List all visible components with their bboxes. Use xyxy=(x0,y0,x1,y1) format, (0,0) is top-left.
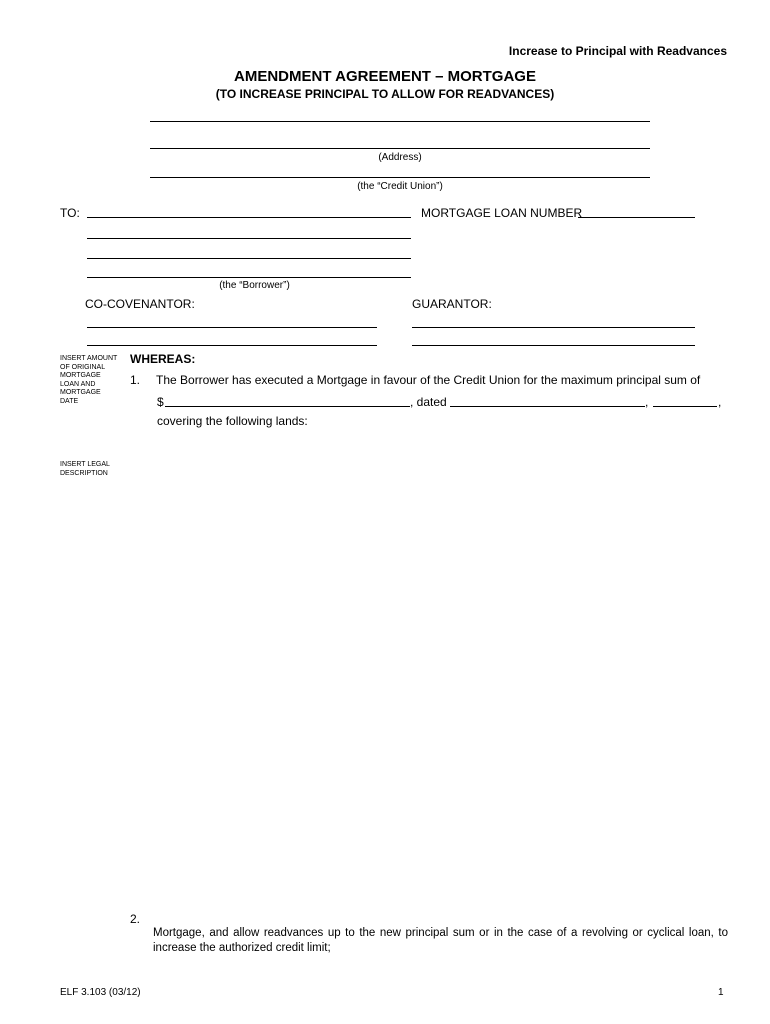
credit-union-address-field[interactable] xyxy=(150,148,650,149)
page-number: 1 xyxy=(718,987,724,998)
borrower-caption: (the “Borrower”) xyxy=(219,280,290,291)
guarantor-label: GUARANTOR: xyxy=(412,297,492,311)
recital-1-number: 1. xyxy=(130,373,141,387)
borrower-address-field-1[interactable] xyxy=(87,258,411,259)
credit-union-caption: (the “Credit Union”) xyxy=(357,181,443,192)
margin-note-legal-description: INSERT LEGAL DESCRIPTION xyxy=(60,461,110,477)
recital-2-text: Mortgage, and allow readvances up to the new principal sum or in the case of a revolving or cyclical loan, to increase the authorized credit limit; xyxy=(153,927,728,954)
to-label: TO: xyxy=(60,206,80,220)
whereas-heading: WHEREAS: xyxy=(130,352,196,366)
address-caption: (Address) xyxy=(378,152,422,163)
mortgage-loan-number-label: MORTGAGE LOAN NUMBER xyxy=(421,206,583,220)
document-type-header: Increase to Principal with Readvances xyxy=(508,44,727,58)
guarantor-field-2[interactable] xyxy=(412,345,695,346)
guarantor-field-1[interactable] xyxy=(412,327,695,328)
comma-1: , xyxy=(645,395,649,409)
co-covenantor-field-2[interactable] xyxy=(87,345,377,346)
document-title: AMENDMENT AGREEMENT – MORTGAGE xyxy=(234,68,536,85)
comma-2: , xyxy=(718,395,722,409)
borrower-address-field-2[interactable] xyxy=(87,277,411,278)
co-covenantor-label: CO-COVENANTOR: xyxy=(85,297,195,311)
legal-description-area[interactable] xyxy=(153,440,728,900)
mortgage-loan-number-field[interactable] xyxy=(578,217,695,218)
mortgage-date-field[interactable] xyxy=(450,406,645,407)
dollar-sign: $ xyxy=(157,395,164,409)
recital-1-text: The Borrower has executed a Mortgage in favour of the Credit Union for the maximum principal sum of xyxy=(156,373,701,387)
borrower-name-field-1[interactable] xyxy=(87,217,411,218)
lands-text: covering the following lands: xyxy=(157,414,308,428)
margin-note-amount: INSERT AMOUNT OF ORIGINAL MORTGAGE LOAN AND MORTGAGE DATE xyxy=(60,355,118,405)
recital-2-number: 2. xyxy=(130,912,141,926)
borrower-name-field-2[interactable] xyxy=(87,238,411,239)
co-covenantor-field-1[interactable] xyxy=(87,327,377,328)
document-subtitle: (TO INCREASE PRINCIPAL TO ALLOW FOR READVANCES) xyxy=(215,87,555,101)
credit-union-name-field[interactable] xyxy=(150,121,650,122)
dated-label: , dated xyxy=(410,395,447,409)
original-principal-amount-field[interactable] xyxy=(165,406,410,407)
form-code: ELF 3.103 (03/12) xyxy=(60,987,141,998)
credit-union-signature-field[interactable] xyxy=(150,177,650,178)
mortgage-year-field[interactable] xyxy=(653,406,717,407)
